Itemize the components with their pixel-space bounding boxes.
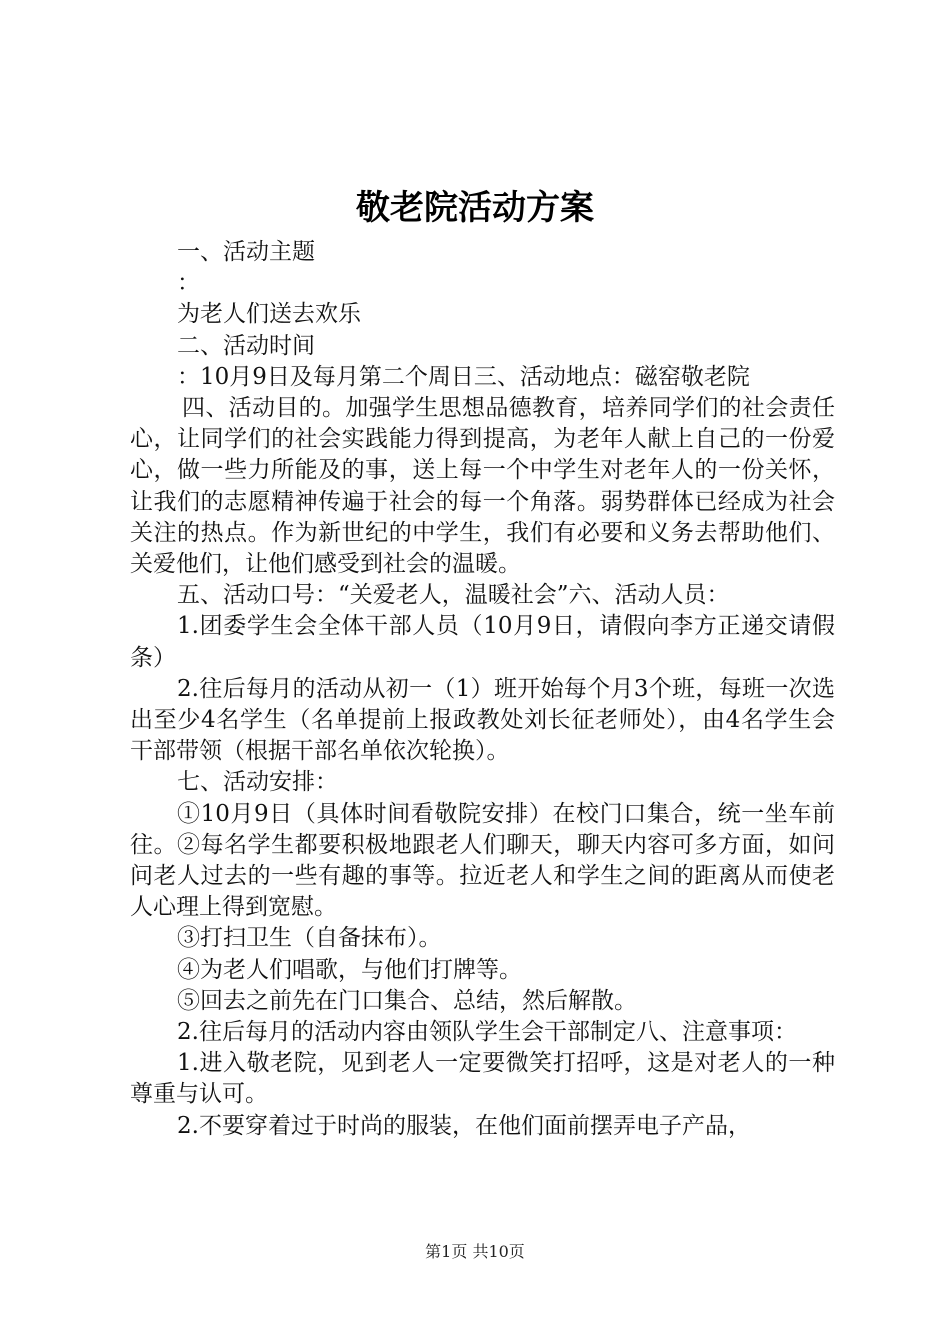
paragraph: ：10月9日及每月第二个周日三、活动地点：磁窑敬老院 [177, 363, 750, 390]
section-heading-time: 二、活动时间 [177, 332, 315, 359]
document-body [130, 237, 835, 1142]
paragraph: 2.往后每月的活动内容由领队学生会干部制定八、注意事项： [177, 1019, 797, 1046]
page-footer: 第1页 共10页 [425, 1242, 525, 1261]
section-heading-theme: 一、活动主题 [177, 239, 315, 265]
paragraph: ③打扫卫生（自备抹布）。 [177, 925, 442, 952]
paragraph-purpose: 四、活动目的。加强学生思想品德教育，培养同学们的社会责任心，让同学们的社会实践能力得到提高，为老年人献上自己的一份爱心，做一些力所能及的事，送上每一个中学生对老年人的一份关怀，让我们的志愿精神传遍于社会的每一个角落。弱势群体已经成为社会关注的热点。作为新世纪的中学生，我们有必要和义务去帮助他们、关爱他们，让他们感受到社会的温暖。 [130, 395, 835, 578]
paragraph: 2.不要穿着过于时尚的服装，在他们面前摆弄电子产品， [177, 1112, 751, 1139]
paragraph: 2.往后每月的活动从初一（1）班开始每个月3个班，每班一次选出至少4名学生（名单提前上报政教处刘长征老师处），由4名学生会干部带领（根据干部名单依次轮换）。 [130, 675, 835, 765]
section-heading-arrangement: 七、活动安排： [177, 769, 338, 796]
paragraph: ①10月9日（具体时间看敬院安排）在校门口集合，统一坐车前往。②每名学生都要积极地跟老人们聊天，聊天内容可多方面，如问问老人过去的一些有趣的事等。拉近老人和学生之间的距离从而使老人心理上得到宽慰。 [130, 800, 835, 921]
paragraph: ： [177, 270, 200, 297]
paragraph: ④为老人们唱歌，与他们打牌等。 [177, 956, 522, 983]
paragraph: 1.进入敬老院，见到老人一定要微笑打招呼，这是对老人的一种尊重与认可。 [130, 1050, 835, 1108]
paragraph: 1.团委学生会全体干部人员（10月9日，请假向李方正递交请假条） [130, 613, 835, 671]
paragraph: ⑤回去之前先在门口集合、总结，然后解散。 [177, 987, 637, 1014]
paragraph-slogan: 五、活动口号：“关爱老人，温暖社会”六、活动人员： [177, 582, 730, 609]
paragraph: 为老人们送去欢乐 [177, 301, 361, 328]
document-title: 敬老院活动方案 [356, 188, 594, 228]
